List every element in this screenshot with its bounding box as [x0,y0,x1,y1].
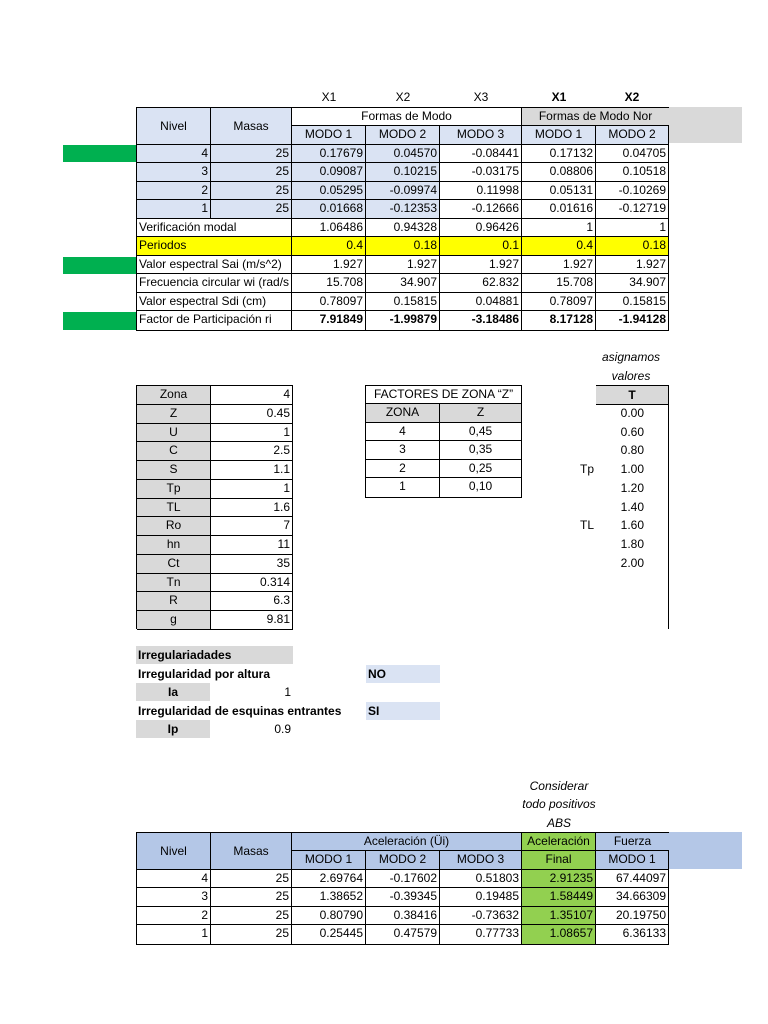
nivel-cell: 3 [137,163,211,182]
masa-cell: 25 [211,200,292,219]
value-cell: 0.01616 [522,200,596,219]
param-key-cell: g [137,611,211,630]
value-cell: 1.38652 [292,888,366,907]
irregularidad-altura-value: NO [368,667,386,681]
value-cell: -0.08441 [440,145,522,163]
value-cell: 0.05131 [522,182,596,200]
col-label-norm-x2: X2 [624,90,640,104]
value-cell: 0.96426 [440,219,522,237]
value-cell: -3.18486 [440,311,522,331]
value-cell: 0.15815 [596,293,669,311]
value-cell: 1 [596,219,669,237]
param-key-cell: U [137,424,211,442]
value-cell: 0.04570 [366,145,440,163]
header-modo-3: MODO 3 [440,851,522,870]
value-cell: -0.10269 [596,182,669,200]
row-label: Periodos [137,237,292,256]
nivel-cell: 3 [137,888,211,907]
z-cell: 0,35 [440,441,522,460]
value-cell: 1.927 [596,256,669,274]
nivel-cell: 2 [137,907,211,925]
row-label: Verificación modal [137,219,292,237]
force-cell: 34.66309 [596,888,669,907]
note-asignamos: asignamos [601,350,661,364]
zone-col-header: ZONA [366,404,440,423]
param-key-cell: Tp [137,480,211,499]
value-cell: 1 [522,219,596,237]
value-cell: 0.17132 [522,145,596,163]
header-modo-2: MODO 2 [366,126,440,145]
t-value: 1.20 [620,481,644,495]
masa-cell: 25 [211,907,292,925]
value-cell: 0.19485 [440,888,522,907]
value-cell: 7.91849 [292,311,366,331]
value-cell: 0.10518 [596,163,669,182]
col-label-x3: X3 [473,90,489,104]
param-value-cell: 1.6 [211,499,293,517]
z-col-header: Z [440,404,522,423]
value-cell: 0.10215 [366,163,440,182]
value-cell: 0.78097 [522,293,596,311]
header-final: Final [522,851,596,870]
masa-cell: 25 [211,888,292,907]
t-value: 2.00 [620,556,644,570]
zone-cell: 2 [366,460,440,478]
zone-cell: 4 [366,423,440,441]
value-cell: 0.01668 [292,200,366,219]
green-marker [63,145,137,162]
masa-cell: 25 [211,145,292,163]
value-cell: 0.51803 [440,870,522,888]
header-aceleracion-final: Aceleración [522,833,596,851]
nivel-cell: 1 [137,200,211,219]
tp-marker: Tp [579,462,594,476]
param-value-cell: 9.81 [211,611,293,630]
value-cell: -0.39345 [366,888,440,907]
value-cell: 0.18 [366,237,440,256]
nivel-cell: 2 [137,182,211,200]
t-value: 0.80 [620,443,644,457]
value-cell: 34.907 [366,274,440,293]
value-cell: 62.832 [440,274,522,293]
value-cell: 0.1 [440,237,522,256]
note-considerar: Considerar [529,779,589,793]
value-cell: 0.15815 [366,293,440,311]
note-abs: ABS [546,816,571,830]
value-cell: 1.06486 [292,219,366,237]
value-cell: 8.17128 [522,311,596,331]
zone-cell: 3 [366,441,440,460]
value-cell: 0.38416 [366,907,440,925]
param-value-cell: 2.5 [211,442,293,461]
ip-value: 0.9 [274,722,291,736]
ip-label: Ip [167,722,179,736]
value-cell: -0.12719 [596,200,669,219]
value-cell: 0.09087 [292,163,366,182]
row-label: Factor de Participación ri [137,311,292,331]
zone-table-title: FACTORES DE ZONA “Z” [366,386,522,404]
final-cell: 1.35107 [522,907,596,925]
value-cell: 0.4 [522,237,596,256]
green-marker [63,312,137,330]
value-cell: 0.11998 [440,182,522,200]
value-cell: -0.17602 [366,870,440,888]
z-cell: 0,45 [440,423,522,441]
force-header-extension [668,832,742,869]
header-nivel: Nivel [137,108,211,145]
force-cell: 67.44097 [596,870,669,888]
force-cell: 6.36133 [596,925,669,945]
header-norm-modo-1: MODO 1 [522,126,596,145]
t-value: 0.00 [620,406,644,420]
tl-marker: TL [579,518,594,532]
t-value: 1.00 [620,462,644,476]
value-cell: 2.69764 [292,870,366,888]
param-value-cell: 1 [211,480,293,499]
param-value-cell: 0.45 [211,405,293,424]
param-key-cell: R [137,592,211,611]
value-cell: -0.12353 [366,200,440,219]
header-masas: Masas [211,108,292,145]
param-key-cell: Z [137,405,211,424]
value-cell: 1.927 [522,256,596,274]
ia-label: Ia [167,685,178,699]
header-fuerza: Fuerza [596,833,669,851]
param-value-cell: 1 [211,424,293,442]
value-cell: 0.08806 [522,163,596,182]
header-modo-1: MODO 1 [292,851,366,870]
value-cell: 1.927 [292,256,366,274]
col-label-norm-x1: X1 [551,90,567,104]
value-cell: -1.94128 [596,311,669,331]
param-value-cell: 11 [211,536,293,555]
value-cell: -0.09974 [366,182,440,200]
t-value: 1.40 [620,500,644,514]
value-cell: 1.927 [440,256,522,274]
t-header: T [628,388,636,402]
param-key-cell: C [137,442,211,461]
value-cell: 0.94328 [366,219,440,237]
nivel-cell: 4 [137,870,211,888]
value-cell: -1.99879 [366,311,440,331]
header-extension [668,107,742,143]
col-label-x1: X1 [321,90,337,104]
header-formas-de-modo: Formas de Modo [292,108,522,126]
value-cell: 0.78097 [292,293,366,311]
param-value-cell: 1.1 [211,461,293,480]
t-right-border [668,385,669,629]
param-key-cell: hn [137,536,211,555]
param-key-cell: Tn [137,574,211,592]
final-cell: 1.08657 [522,925,596,945]
value-cell: 0.25445 [292,925,366,945]
z-cell: 0,10 [440,478,522,498]
masa-cell: 25 [211,182,292,200]
value-cell: 15.708 [522,274,596,293]
header-formas-normalizadas: Formas de Modo Nor [522,108,669,126]
t-value: 1.60 [620,518,644,532]
irregularidad-esquinas-value: SI [368,704,380,718]
param-key-cell: Zona [137,386,211,405]
param-value-cell: 35 [211,555,293,574]
value-cell: 0.17679 [292,145,366,163]
final-cell: 2.91235 [522,870,596,888]
masa-cell: 25 [211,925,292,945]
note-valores: valores [611,369,651,383]
z-cell: 0,25 [440,460,522,478]
row-label: Frecuencia circular wi (rad/s [137,274,292,293]
header-modo-1: MODO 1 [292,126,366,145]
param-key-cell: TL [137,499,211,517]
header-masas: Masas [211,833,292,870]
note-todo-positivos: todo positivos [522,797,596,811]
value-cell: 15.708 [292,274,366,293]
irregularidad-altura-label: Irregularidad por altura [138,667,271,681]
col-label-x2: X2 [395,90,411,104]
param-key-cell: S [137,461,211,480]
ia-value: 1 [284,685,291,699]
value-cell: 0.04705 [596,145,669,163]
header-norm-modo-2: MODO 2 [596,126,669,145]
final-cell: 1.58449 [522,888,596,907]
header-modo-2: MODO 2 [366,851,440,870]
value-cell: -0.73632 [440,907,522,925]
force-cell: 20.19750 [596,907,669,925]
green-marker [63,257,137,274]
masa-cell: 25 [211,163,292,182]
zone-cell: 1 [366,478,440,498]
value-cell: 0.77733 [440,925,522,945]
row-label: Valor espectral Sdi (cm) [137,293,292,311]
value-cell: 0.4 [292,237,366,256]
value-cell: 0.47579 [366,925,440,945]
value-cell: 0.04881 [440,293,522,311]
nivel-cell: 1 [137,925,211,945]
header-modo-3: MODO 3 [440,126,522,145]
value-cell: -0.12666 [440,200,522,219]
value-cell: 1.927 [366,256,440,274]
value-cell: 0.18 [596,237,669,256]
irregularities-title: Irregulariadades [138,648,232,662]
value-cell: 0.80790 [292,907,366,925]
value-cell: -0.03175 [440,163,522,182]
header-nivel: Nivel [137,833,211,870]
irregularidad-esquinas-label: Irregularidad de esquinas entrantes [138,704,342,718]
param-value-cell: 6.3 [211,592,293,611]
value-cell: 0.05295 [292,182,366,200]
t-value: 0.60 [620,425,644,439]
param-key-cell: Ro [137,517,211,536]
param-key-cell: Ct [137,555,211,574]
t-value: 1.80 [620,537,644,551]
param-value-cell: 0.314 [211,574,293,592]
header-fuerza-modo-1: MODO 1 [596,851,669,870]
value-cell: 34.907 [596,274,669,293]
row-label: Valor espectral Sai (m/s^2) [137,256,292,274]
nivel-cell: 4 [137,145,211,163]
header-aceleracion: Aceleración (Üi) [292,833,522,851]
param-value-cell: 4 [211,386,293,405]
param-value-cell: 7 [211,517,293,536]
masa-cell: 25 [211,870,292,888]
